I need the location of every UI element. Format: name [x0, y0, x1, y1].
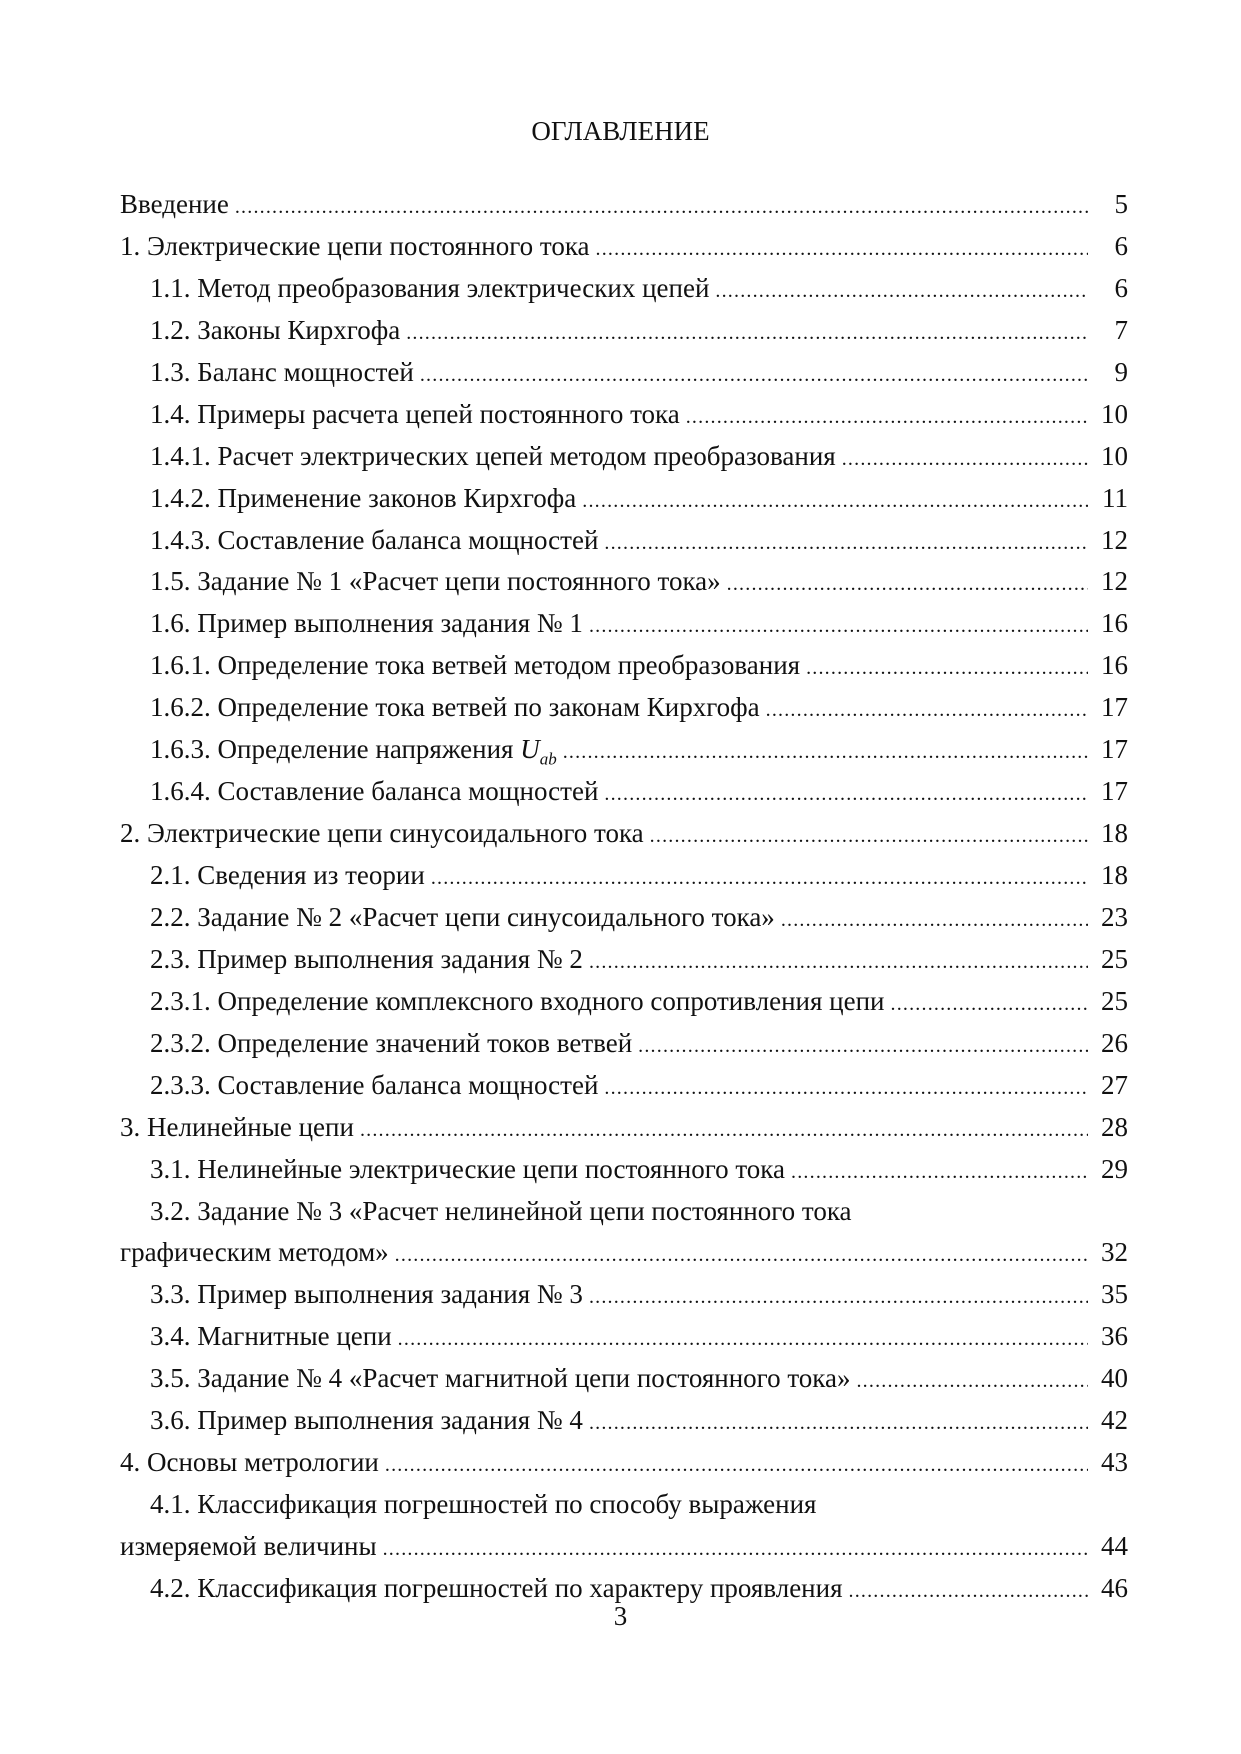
toc-entry-page: 18 [1101, 860, 1128, 890]
toc-entry[interactable] [120, 1400, 1128, 1442]
toc-entry[interactable] [120, 1442, 1128, 1484]
toc-entry[interactable] [120, 687, 1128, 729]
toc-entry-text: 3.3. Пример выполнения задания № 3 [150, 1279, 583, 1310]
dot-leader [766, 690, 1088, 732]
toc-entry-label [150, 771, 598, 813]
toc-entry-page: 16 [1101, 608, 1128, 639]
toc-entry[interactable] [120, 1316, 1128, 1358]
dot-leader [604, 523, 1088, 565]
dot-leader [395, 1235, 1088, 1277]
toc-entry-label [120, 1442, 379, 1484]
toc-entry[interactable] [120, 1484, 1128, 1526]
toc-entry-text: 3.5. Задание № 4 «Расчет магнитной цепи постоянного тока» [150, 1363, 851, 1394]
toc-entry-text: 2.1. Сведения из теории [150, 860, 425, 890]
toc-entry-text: 4. Основы метрологии [120, 1447, 379, 1478]
toc-entry[interactable] [120, 771, 1128, 813]
dot-leader [383, 1529, 1088, 1571]
dot-leader [589, 1403, 1088, 1445]
toc-entry-label [150, 1023, 632, 1065]
toc-entry-text: 4.2. Классификация погрешностей по характеру проявления [150, 1572, 843, 1603]
toc-entry-page: 9 [1114, 356, 1128, 387]
toc-entry-page: 35 [1101, 1279, 1128, 1310]
toc-entry[interactable] [120, 1191, 1128, 1233]
toc-entry[interactable] [120, 561, 1128, 603]
toc-entry-label [120, 226, 590, 268]
toc-entry-text: 2.3.1. Определение комплексного входного сопротивления цепи [150, 985, 885, 1016]
dot-leader [604, 774, 1088, 816]
toc-entry-page: 16 [1101, 650, 1128, 681]
toc-entry[interactable] [120, 310, 1128, 352]
toc-entry-label [150, 1316, 392, 1358]
dot-leader [563, 732, 1088, 774]
dot-leader [791, 1152, 1088, 1194]
dot-leader [596, 229, 1088, 271]
dot-leader [406, 313, 1088, 355]
toc-entry[interactable] [120, 520, 1128, 562]
toc-entry-label [150, 520, 598, 562]
toc-entry-page: 11 [1102, 482, 1128, 513]
toc-entry[interactable] [120, 436, 1128, 478]
page-number: 3 [613, 1601, 628, 1631]
dot-leader [806, 648, 1088, 690]
toc-entry-page: 18 [1101, 818, 1128, 849]
toc-entry-page: 42 [1101, 1405, 1128, 1436]
toc-entry-text: 2.3.3. Составление баланса мощностей [150, 1069, 599, 1100]
toc-entry-page: 10 [1101, 440, 1128, 471]
toc-entry[interactable] [120, 813, 1128, 855]
toc-entry-label [150, 603, 583, 645]
toc-entry-page: 17 [1101, 734, 1128, 765]
toc-entry[interactable] [120, 603, 1128, 645]
dot-leader [589, 606, 1088, 648]
toc-entry-page: 7 [1114, 314, 1128, 345]
toc-entry-page: 10 [1101, 398, 1128, 429]
toc-entry-text: 3.6. Пример выполнения задания № 4 [150, 1405, 583, 1436]
toc-entry-text: 1.6.1. Определение тока ветвей методом преобразования [150, 650, 801, 681]
toc-entry-text: 1.5. Задание № 1 «Расчет цепи постоянного тока» [150, 566, 721, 597]
toc-entry-text: Введение [120, 189, 229, 219]
toc-entry-page: 25 [1101, 943, 1128, 974]
toc-entry-page: 32 [1101, 1237, 1128, 1268]
toc-entry[interactable] [120, 1274, 1128, 1316]
toc-entry[interactable] [120, 645, 1128, 687]
toc-entry-text: 1.2. Законы Кирхгофа [150, 314, 401, 345]
dot-leader [398, 1319, 1088, 1361]
toc-entry-label [120, 184, 229, 226]
toc-entry-label [150, 1274, 583, 1316]
toc-entry-label-continued: измеряемой величины [120, 1531, 377, 1561]
toc-entry-label [150, 1358, 850, 1400]
dot-leader [604, 1068, 1088, 1110]
toc-entry-page: 5 [1114, 189, 1128, 219]
dot-leader [360, 1110, 1088, 1152]
toc-entry-text: 1.4.3. Составление баланса мощностей [150, 524, 599, 555]
toc-entry-page: 27 [1101, 1069, 1128, 1100]
toc-entry-page: 26 [1101, 1027, 1128, 1058]
toc-entry-text: 1.4.2. Применение законов Кирхгофа [150, 482, 577, 513]
toc-entry-label: 3.2. Задание № 3 «Расчет нелинейной цепи постоянного тока [150, 1195, 852, 1226]
toc-entry-label: 4.1. Классификация погрешностей по способу выражения [150, 1489, 817, 1520]
dot-leader [856, 1361, 1088, 1403]
toc-entry[interactable] [120, 897, 1128, 939]
toc-entry[interactable] [120, 478, 1128, 520]
toc-entry-page: 25 [1101, 985, 1128, 1016]
math-subscript: ab [539, 749, 557, 769]
toc-entry-text: 2.3.2. Определение значений токов ветвей [150, 1027, 633, 1058]
dot-leader [727, 564, 1088, 606]
toc-entry-text: 3.1. Нелинейные электрические цепи постоянного тока [150, 1153, 786, 1184]
toc-entry-label [150, 645, 800, 687]
toc-entry-label-continued: графическим методом» [120, 1237, 389, 1268]
toc-entry-label [150, 687, 760, 729]
toc-entry-text: 2.2. Задание № 2 «Расчет цепи синусоидального тока» [150, 901, 775, 932]
toc-entry-label [150, 939, 583, 981]
toc-entry-page: 17 [1101, 776, 1128, 807]
toc-entry-label [120, 813, 644, 855]
dot-leader [842, 439, 1088, 481]
toc-entry-label [150, 478, 576, 520]
dot-leader [420, 355, 1088, 397]
dot-leader [891, 984, 1089, 1026]
toc-entry-page: 44 [1101, 1531, 1128, 1561]
dot-leader [589, 942, 1088, 984]
toc-entry-page: 36 [1101, 1321, 1128, 1352]
toc-entry-label [150, 1400, 583, 1442]
dot-leader [235, 187, 1088, 229]
toc-entry-label [150, 897, 775, 939]
toc-entry[interactable] [120, 1107, 1128, 1149]
toc-entry-label [150, 561, 721, 603]
dot-leader [385, 1445, 1088, 1487]
dot-leader [686, 397, 1088, 439]
toc-entry-page: 6 [1114, 272, 1128, 303]
toc-entry-page: 6 [1114, 230, 1128, 261]
toc-entry-page: 23 [1101, 901, 1128, 932]
toc-entry-page: 40 [1101, 1363, 1128, 1394]
toc-entry[interactable] [120, 729, 1128, 771]
toc-entry-label [150, 436, 836, 478]
toc-entry[interactable] [120, 1065, 1128, 1107]
toc-entry-text: 1.1. Метод преобразования электрических цепей [150, 272, 710, 303]
toc-entry-text: 1.4. Примеры расчета цепей постоянного тока [150, 398, 680, 429]
dot-leader [638, 1026, 1088, 1068]
toc-entry-text: 1. Электрические цепи постоянного тока [120, 230, 590, 261]
toc-entry-page: 12 [1101, 524, 1128, 555]
toc-entry[interactable] [120, 1149, 1128, 1191]
toc-entry-text: 3. Нелинейные цепи [120, 1111, 354, 1142]
toc-entry[interactable] [120, 1358, 1128, 1400]
toc-entry[interactable] [120, 1023, 1128, 1065]
toc-entry-label [120, 1107, 354, 1149]
toc-entry[interactable] [120, 268, 1128, 310]
toc-entry[interactable] [120, 939, 1128, 981]
toc-entry-page: 17 [1101, 692, 1128, 723]
toc-entry-label [150, 855, 425, 897]
toc-entry-text: 1.6.2. Определение тока ветвей по законам Кирхгофа [150, 692, 760, 723]
toc-entry-page: 46 [1101, 1572, 1128, 1603]
toc-entry-continuation[interactable] [120, 1232, 1128, 1274]
toc-entry-label [150, 352, 414, 394]
toc-entry-text: 1.6. Пример выполнения задания № 1 [150, 608, 583, 639]
toc-entry-label [150, 1149, 785, 1191]
toc-entry-page: 12 [1101, 566, 1128, 597]
toc-entry-text: 1.3. Баланс мощностей [150, 356, 414, 387]
dot-leader [589, 1277, 1088, 1319]
toc-entry-text: 2. Электрические цепи синусоидального тока [120, 818, 644, 849]
toc-title: ОГЛАВЛЕНИЕ [531, 116, 710, 146]
toc-entry-label [150, 268, 709, 310]
toc-entry[interactable] [120, 184, 1128, 226]
toc-entry-label [150, 310, 400, 352]
toc-entry-text: 1.4.1. Расчет электрических цепей методом преобразования [150, 440, 836, 471]
toc-entry[interactable] [120, 352, 1128, 394]
dot-leader [582, 481, 1088, 523]
toc-entry-continuation[interactable] [120, 1526, 1128, 1568]
toc-entry-text: 3.4. Магнитные цепи [150, 1321, 392, 1352]
toc-entry[interactable] [120, 981, 1128, 1023]
dot-leader [715, 271, 1088, 313]
toc-entry-page: 29 [1101, 1153, 1128, 1184]
toc-entry-text: 1.6.3. Определение напряжения [150, 734, 521, 765]
toc-entry[interactable] [120, 394, 1128, 436]
toc-entry-label [150, 981, 885, 1023]
dot-leader [781, 900, 1088, 942]
dot-leader [431, 858, 1088, 900]
math-variable: U [520, 734, 540, 765]
toc-entry-text: 1.6.4. Составление баланса мощностей [150, 776, 599, 807]
toc-entry-page: 43 [1101, 1447, 1128, 1478]
toc-entry-text: 2.3. Пример выполнения задания № 2 [150, 943, 583, 974]
toc-entry-page: 28 [1101, 1111, 1128, 1142]
table-of-contents [120, 184, 1128, 1610]
toc-entry[interactable] [120, 855, 1128, 897]
toc-entry-label [150, 1065, 598, 1107]
dot-leader [650, 816, 1088, 858]
toc-entry-label [150, 394, 680, 436]
toc-entry[interactable] [120, 226, 1128, 268]
